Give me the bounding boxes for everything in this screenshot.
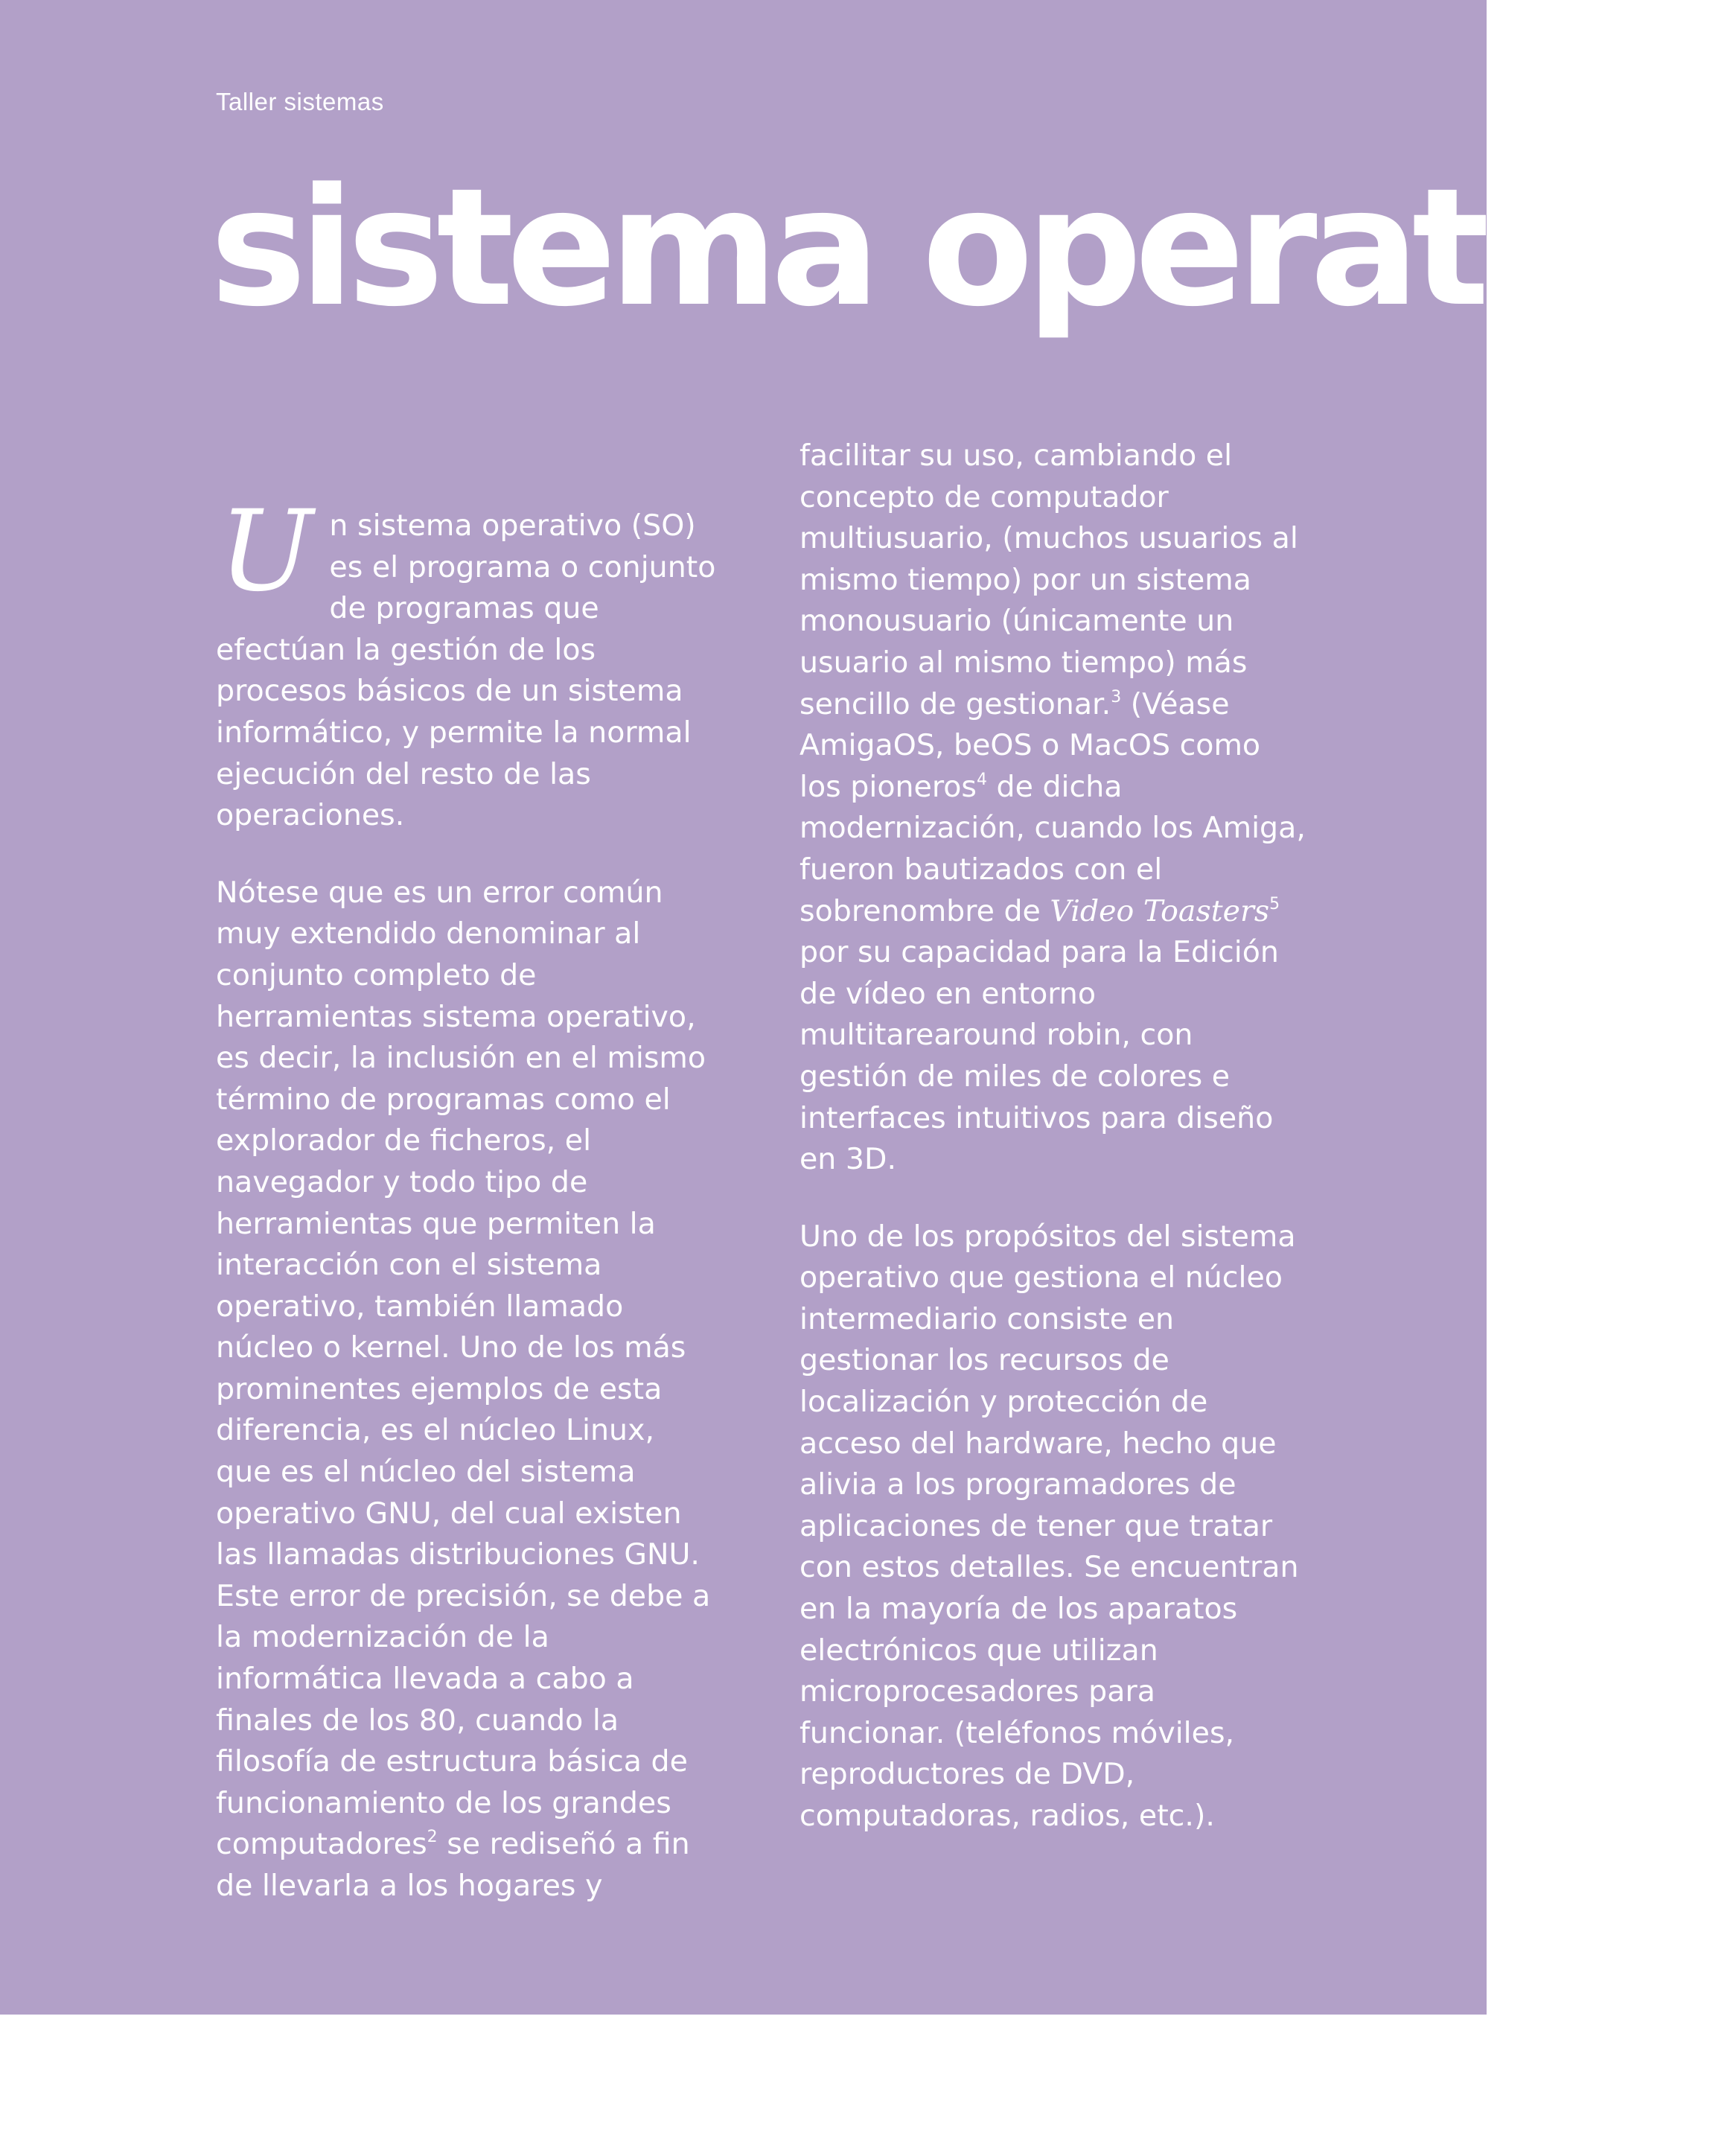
left-paragraph-2-text-a: Nótese que es un error común muy extendido denominar al conjunto completo de herramientas sistema operativo, es decir, la inclusión en el mismo término de programas como el explorador de ficheros, el navegador y todo tipo de herramientas que permiten la interacción con el sistema operativo, también llamado núcleo o kernel. Uno de los más prominentes ejemplos de esta diferencia, es el núcleo Linux, que es el núcleo del sistema operativo GNU, del cual existen las llamadas distribuciones GNU. Este error de precisión, se debe a la modernización de la informática llevada a cabo a finales de los 80, cuando la filosofía de estructura básica de funcionamiento de los grandes computadores [216,875,711,1862]
left-paragraph-2-text-b: se rediseñó a fin de llevarla a los hogares y [216,1827,690,1903]
right-paragraph-2: Uno de los propósitos del sistema operativo que gestiona el núcleo intermediario consiste en gestionar los recursos de localización y protección de acceso del hardware, hecho que alivia a los programadores de aplicaciones de tener que tratar con estos detalles. Se encuentran en la mayoría de los aparatos electrónicos que utilizan microprocesadores para funcionar. (teléfonos móviles, reproductores de DVD, computadoras, radios, etc.). [800,1219,1299,1833]
right-paragraph-1-text-d: por su capacidad para la Edición de vídeo en entorno multitarearound robin, con gestión de miles de colores e interfaces intuitivos para diseño en 3D. [800,935,1279,1177]
right-paragraph-1-text-b: (Véase AmigaOS, beOS o MacOS como los pioneros [800,686,1261,804]
footnote-ref-2: 2 [427,1828,438,1847]
right-paragraph-1-text-a: facilitar su uso, cambiando el concepto de computador multiusuario, (muchos usuarios al mismo tiempo) por un sistema monousuario (únicamente un usuario al mismo tiempo) más sencillo de gestionar. [800,438,1298,721]
left-paragraph-1 [216,487,716,837]
right-column [800,436,1306,1837]
left-column [216,487,716,1907]
footnote-ref-4: 4 [976,770,987,789]
left-paragraph-2 [216,873,716,1907]
left-paragraph-1-text: n sistema operativo (SO) es el programa o conjunto de programas que efectúan la gestión de los procesos básicos de un sistema informático, y permite la normal ejecución del resto de las operaciones. [216,508,716,833]
header-label: Taller sistemas [216,88,384,115]
right-paragraph-1-text-c: de dicha modernización, cuando los Amiga, fueron bautizados con el sobrenombre de [800,769,1306,928]
page-title: sistema operativo [210,154,1733,342]
drop-cap: U [219,487,313,616]
footnote-ref-5: 5 [1269,894,1280,913]
footnote-ref-3: 3 [1111,687,1122,707]
italic-video-toasters: Video Toasters [1050,893,1270,928]
right-paragraph-1 [800,436,1306,1181]
